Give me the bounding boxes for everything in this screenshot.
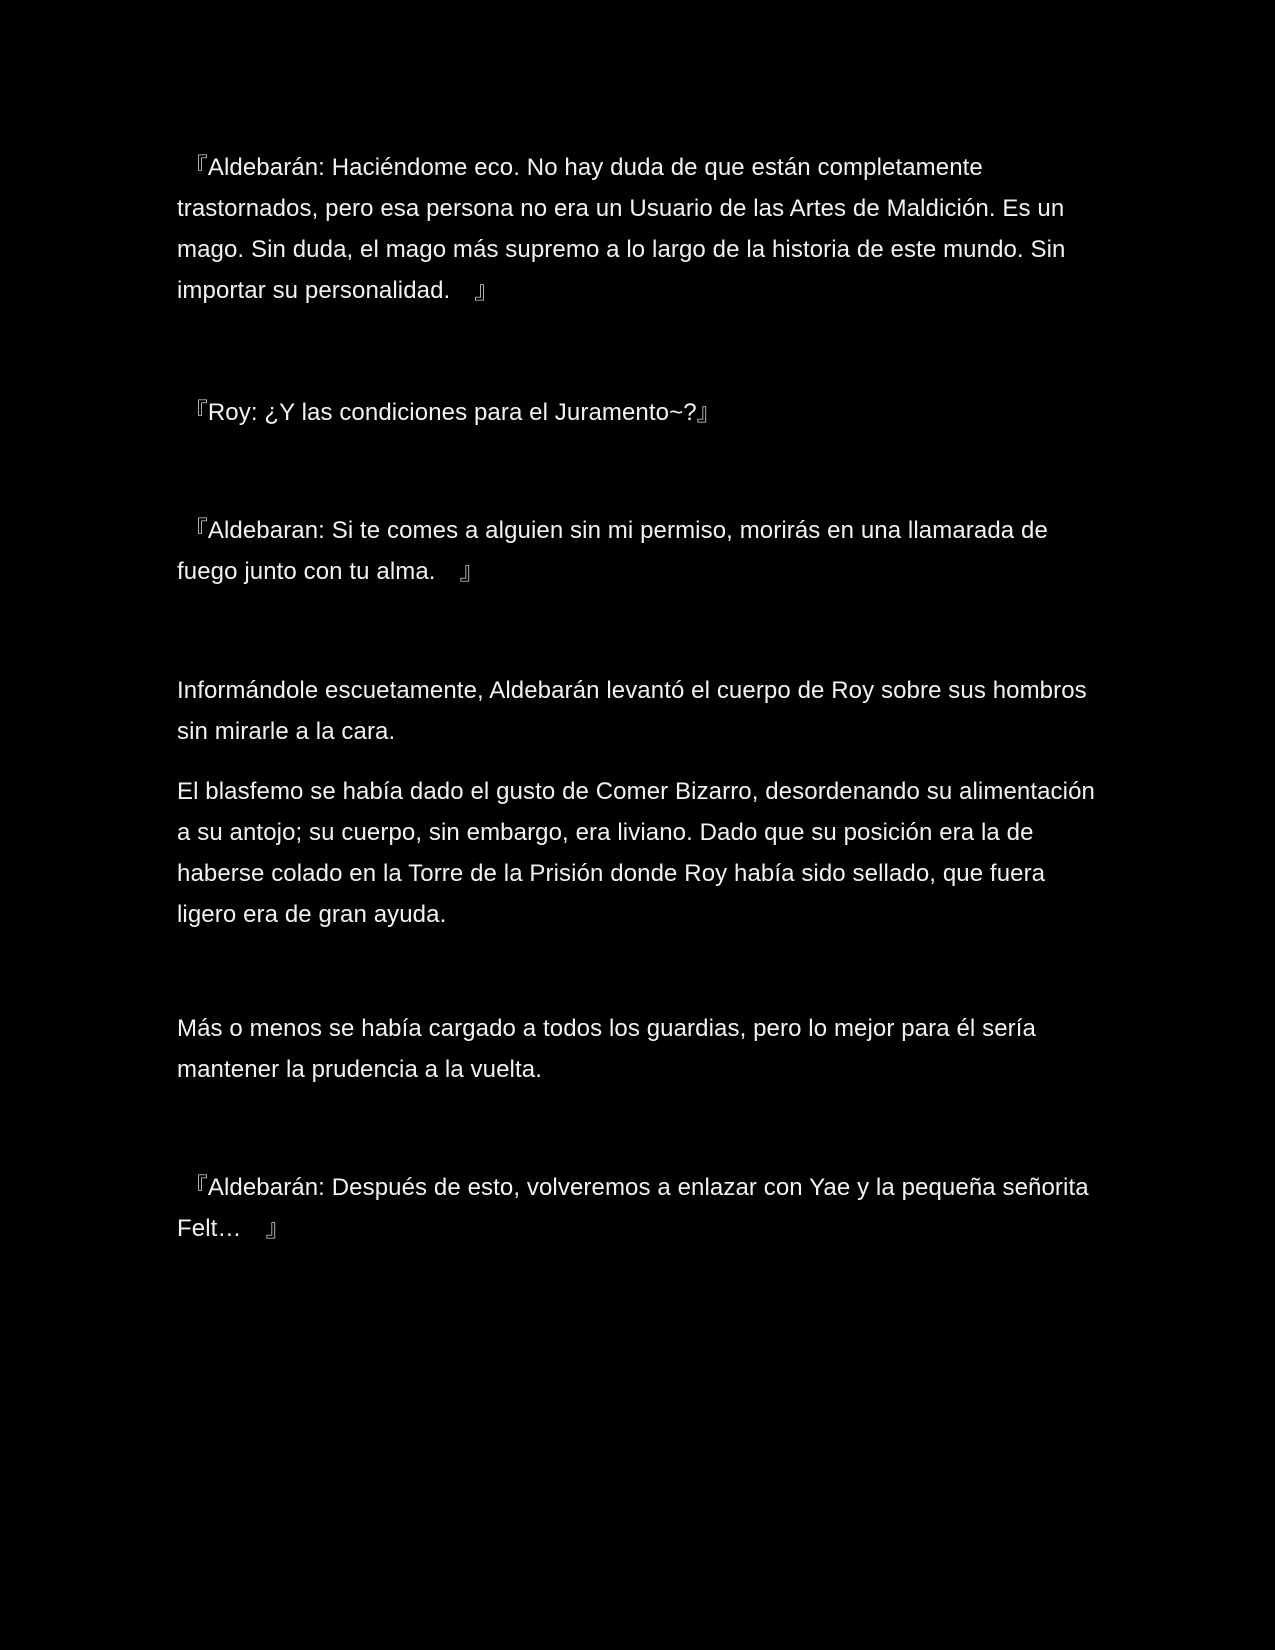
dialogue-aldebaran-permiso: 『Aldebaran: Si te comes a alguien sin mi permiso, morirás en una llamarada de fuego junto con tu alma. 』 [177, 517, 1048, 585]
dialogue-aldebaran-enlazar: 『Aldebarán: Después de esto, volveremos a enlazar con Yae y la pequeña señorita Felt… 』 [177, 1174, 1089, 1242]
dialogue-roy-condiciones: 『Roy: ¿Y las condiciones para el Juramento~?』 [177, 399, 721, 426]
narration-guardias: Más o menos se había cargado a todos los guardias, pero lo mejor para él sería mantener la prudencia a la vuelta. [177, 1015, 1036, 1083]
narration-blasfemo: El blasfemo se había dado el gusto de Comer Bizarro, desordenando su alimentación a su antojo; su cuerpo, sin embargo, era liviano. Dado que su posición era la de haberse colado en la Torre de la Prisión donde Roy había sido sellado, que fuera ligero era de gran ayuda. [177, 778, 1095, 928]
dialogue-aldebaran-mago-supremo: 『Aldebarán: Haciéndome eco. No hay duda de que están completamente trastornados, pero esa persona no era un Usuario de las Artes de Maldición. Es un mago. Sin duda, el mago más supremo a lo largo de la historia de este mundo. Sin importar su personalidad. 』 [177, 154, 1066, 304]
narration-levanto-cuerpo: Informándole escuetamente, Aldebarán levantó el cuerpo de Roy sobre sus hombros sin mirarle a la cara. [177, 677, 1087, 745]
